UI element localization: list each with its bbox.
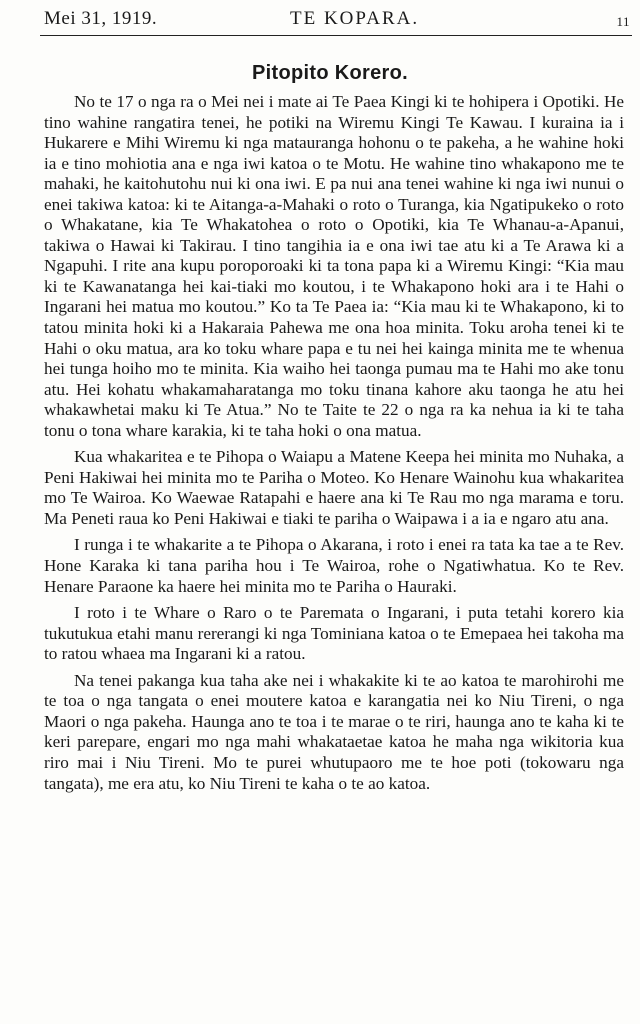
article-paragraph: Kua whakaritea e te Pihopa o Waiapu a Matene Keepa hei minita mo Nuhaka, a Peni Hakiwai hei minita mo te Pariha o Moteo. Ko Henare Wainohu kua whakaritea mo Te Wairoa. Ko Waewae Ratapahi e haere ana ki Te Rau mo nga marama e toru. Ma Peneti raua ko Peni Hakiwai e tiaki te pariha o Waipawa i a ia e ngaro atu ana. [44,447,624,528]
issue-date: Mei 31, 1919. [44,8,158,29]
article-paragraph: I roto i te Whare o Raro o te Paremata o Ingarani, i puta tetahi korero kia tukutukua etahi manu rererangi ki nga Tominiana katoa o te Emepaea hei takoha ma to ratou whaea ma Ingarani ki a ratou. [44,603,624,664]
article-body [44,92,624,794]
publication-title: TE KOPARA. [290,8,420,29]
page-header [44,8,630,36]
article-paragraph: Na tenei pakanga kua taha ake nei i whakakite ki te ao katoa te marohirohi me te toa o nga tangata o enei moutere katoa e karangatia nei ko Niu Tireni, o nga Maori o nga pakeha. Haunga ano te toa i te marae o te riri, haunga ano te kaha ki te keri parepare, engari mo nga mahi whakataetae katoa he maha nga wikitoria kua riro mai i Niu Tireni. Mo te purei whutupaoro me te hoe poti (tokowaru nga tangata), me era atu, ko Niu Tireni te kaha o te ao katoa. [44,670,624,793]
article-paragraph: No te 17 o nga ra o Mei nei i mate ai Te Paea Kingi ki te hohipera i Opotiki. He tino wahine rangatira tenei, he potiki na Wiremu Kingi Te Kawau. I kuraina ia i Hukarere e Mihi Wiremu ki nga matauranga hohonu o te pakeha, a he wahine hoki ia e tino mohiotia ana e nga iwi katoa o te Motu. He wahine tino whakapono me te mahaki, he kaitohutohu nui ki ona iwi. E pa nui ana tenei wahine ki nga iwi nunui o enei takiwa katoa: ki te Aitanga-a-Mahaki o roto o Turanga, kia Ngatipukeko o roto o Whakatane, kia Te Whakatohea o roto o Opotiki, kia Te Whanau-a-Apanui, takiwa o Hawai ki Takirau. I tino tangihia ia e ona iwi tae atu ki a Te Arawa ki a Ngapuhi. I rite ana kupu poroporoaki ki ta tona papa ki a Wiremu Kingi: “Kia mau ki te Kawanatanga hei kai-tiaki mo koutou, i te Whakapono hoki ara i te Hahi o Ingarani hei matua mo koutou.” Ko ta Te Paea ia: “Kia mau ki te Whakapono, ki to tatou minita hoki ki a Hakaraia Pahewa me ona hoa minita. Toku aroha tenei ki te Hahi o oku matua, ara ko toku whare papa e tu nei hei kainga minita me te whenua hei tunga hoiho mo te minita. Kia waiho hei taonga pumau ma te Hahi mo ake tonu atu. Hei kohatu whakamaharatanga mo toku tinana kahore aku taonga he atu hei whakawhetai maku ki Te Atua.” No te Taite te 22 o nga ra ka nehua ia ki te taha tonu o tona whare karakia, ki te taha hoki o ona matua. [44,92,624,440]
page-number: 11 [616,14,630,29]
header-rule [40,35,632,36]
article-heading: Pitopito Korero. [252,62,408,84]
article-paragraph: I runga i te whakarite a te Pihopa o Akarana, i roto i enei ra tata ka tae a te Rev. Hone Karaka ki tana pariha hou i Te Wairoa, rohe o Ngatiwhatua. Ko te Rev. Henare Paraone ka haere hei minita mo te Pariha o Hauraki. [44,535,624,596]
